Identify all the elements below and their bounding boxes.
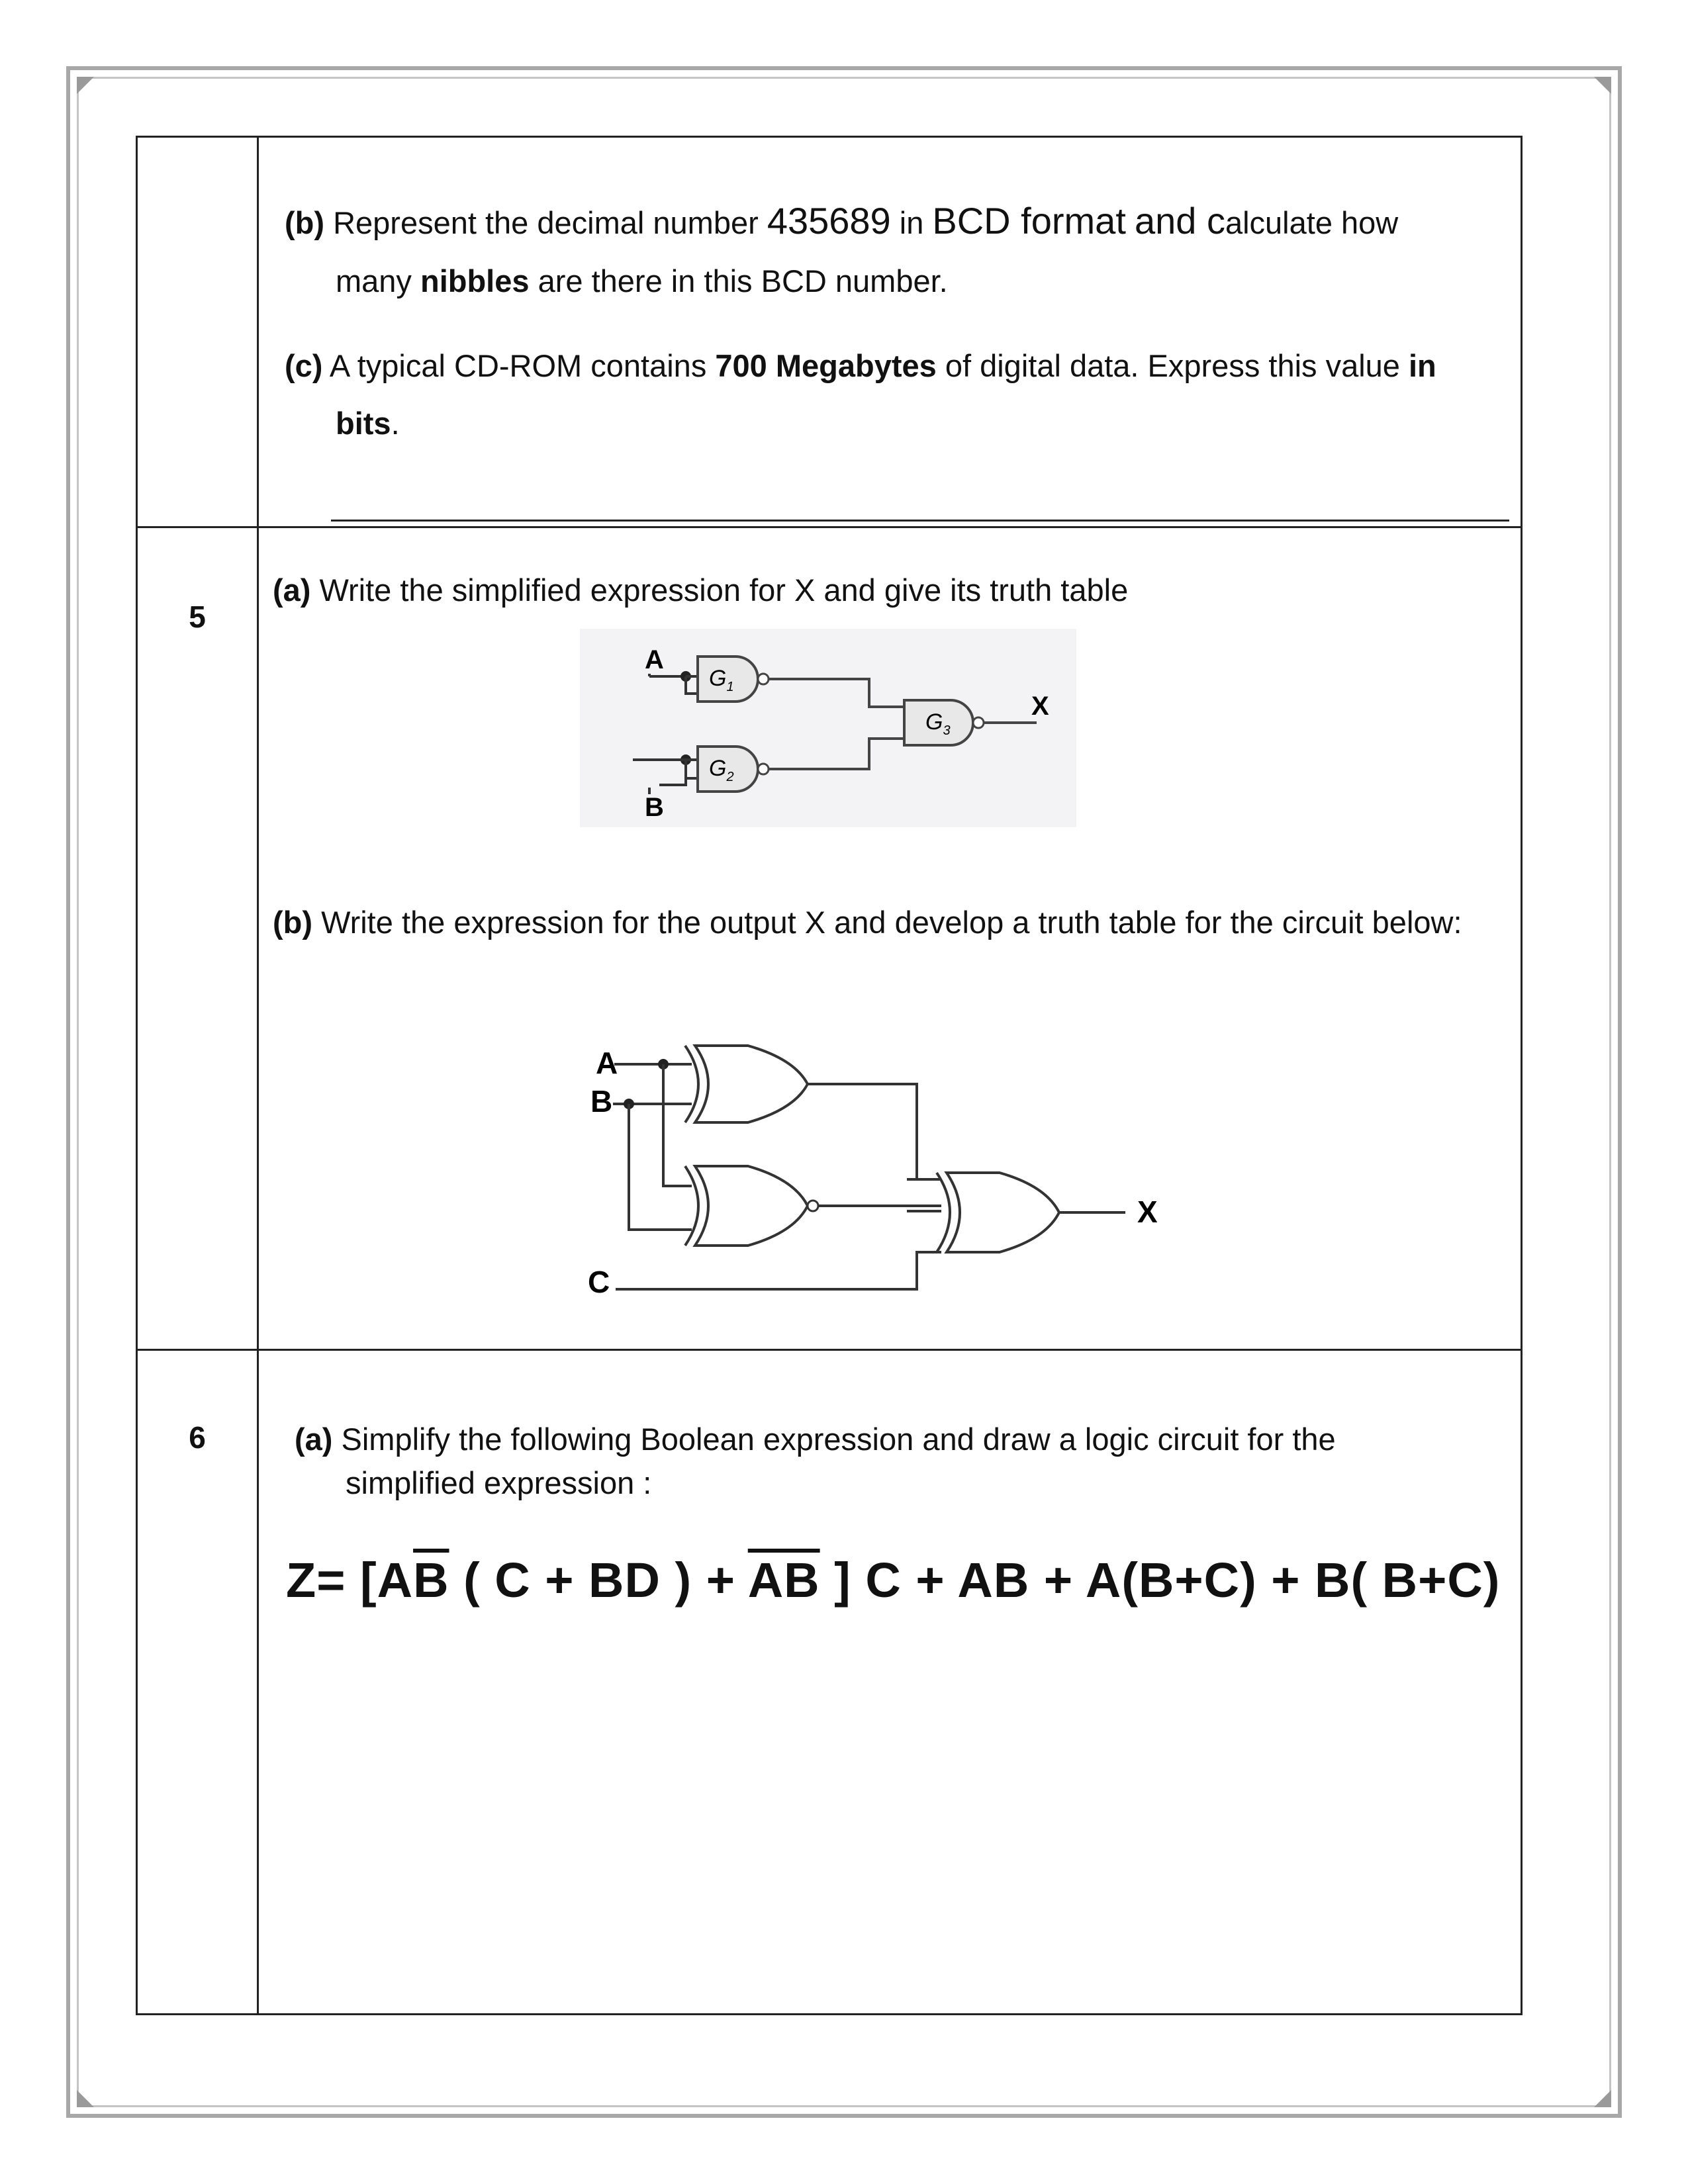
row-divider <box>138 526 1521 528</box>
g1-label: $G_1$ <box>709 666 734 694</box>
input-c-label: C <box>588 1265 610 1299</box>
q4c-line1 <box>285 347 1436 385</box>
q4c-text-3: . <box>391 406 400 441</box>
q4c-text-1: A typical CD-ROM contains <box>329 348 716 383</box>
q4b-bcd-format: BCD format <box>932 200 1126 242</box>
q4b-label: (b) <box>285 205 325 240</box>
q4c-text-2: of digital data. Express this value <box>936 348 1409 383</box>
inversion-bubble <box>758 764 769 774</box>
formula-overlined-b: $\overline{B}$ <box>413 1553 449 1608</box>
frame-corner-ornament <box>77 77 94 94</box>
boolean-expression <box>286 1552 1500 1608</box>
xor-gate-1 <box>685 1046 698 1122</box>
frame-corner-ornament <box>1594 77 1611 94</box>
input-b-label: B <box>645 793 664 822</box>
q4c-megabytes: 700 Megabytes <box>715 348 937 383</box>
q4b-nibbles: nibbles <box>420 263 530 298</box>
nand-circuit-diagram <box>580 629 1076 827</box>
nand-gate-g1 <box>698 657 758 702</box>
formula-part-5: ] C + AB + A(B+C) + B( B+C) <box>820 1553 1501 1608</box>
q5a-label: (a) <box>273 572 311 608</box>
inversion-bubble <box>808 1201 818 1211</box>
nand-gate-g2 <box>698 747 758 792</box>
frame-corner-ornament <box>1594 2090 1611 2107</box>
q6a-text-1: Simplify the following Boolean expression and draw a logic circuit for the <box>341 1422 1336 1457</box>
question-number-5: 5 <box>189 600 206 634</box>
q4b-line2 <box>336 263 948 300</box>
q4b-line1 <box>285 199 1398 243</box>
output-x-label: X <box>1031 692 1049 721</box>
q4c-label: (c) <box>285 348 323 383</box>
q6a-line1 <box>295 1421 1336 1458</box>
q4c-line2 <box>336 405 400 442</box>
q4b-text-2: in <box>899 205 933 240</box>
xor-circuit-diagram <box>576 1032 1198 1310</box>
q4c-bits: bits <box>336 406 391 441</box>
q6a-line2: simplified expression : <box>346 1465 652 1500</box>
q4b-text-5: many <box>336 263 420 298</box>
inversion-bubble <box>973 717 984 728</box>
q5a-text: Write the simplified expression for X and give its truth table <box>319 572 1129 608</box>
answer-line <box>331 520 1509 522</box>
column-divider <box>257 138 259 2013</box>
inversion-bubble <box>758 674 769 684</box>
q5a-line <box>273 572 1128 609</box>
q5b-label: (b) <box>273 905 313 940</box>
g3-label: $G_3$ <box>925 709 951 738</box>
output-x-label: X <box>1137 1195 1158 1229</box>
q4b-text-3: and c <box>1134 200 1225 242</box>
q5b-text: Write the expression for the output X and develop a truth table for the circuit below: <box>321 905 1462 940</box>
q6a-label: (a) <box>295 1422 333 1457</box>
xor-gate-2 <box>685 1166 698 1246</box>
q4b-number: 435689 <box>767 200 891 242</box>
formula-part-3: ( C + BD ) + <box>449 1553 748 1608</box>
input-b-label: B <box>590 1084 613 1118</box>
formula-overlined-ab: $\overline{AB}$ <box>747 1553 820 1608</box>
q5b-line <box>273 904 1462 941</box>
g2-label: $G_2$ <box>709 756 734 784</box>
q4b-text-1: Represent the decimal number <box>333 205 767 240</box>
frame-corner-ornament <box>77 2090 94 2107</box>
formula-part-1: Z= [A <box>286 1553 414 1608</box>
row-divider <box>138 1349 1521 1351</box>
q4b-text-6: are there in this BCD number. <box>529 263 948 298</box>
q4b-text-4: alculate how <box>1225 205 1399 240</box>
input-a-label: A <box>596 1046 618 1080</box>
question-number-6: 6 <box>189 1420 206 1455</box>
input-a-label: A <box>645 645 664 674</box>
q4c-in: in <box>1409 348 1436 383</box>
